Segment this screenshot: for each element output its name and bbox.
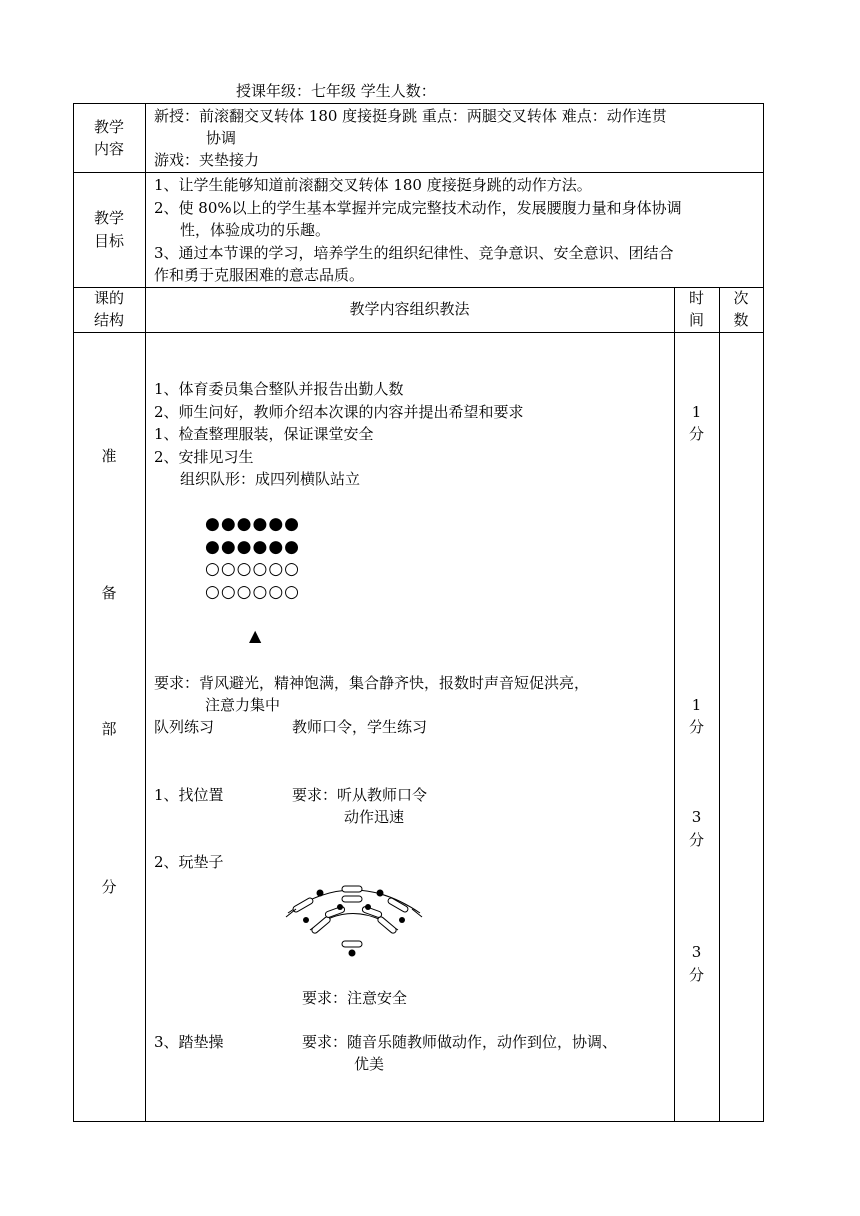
time-4-num: 3 xyxy=(691,943,702,961)
content-line-1: 新授：前滚翻交叉转体 180 度接挺身跳 重点：两腿交叉转体 难点：动作连贯 xyxy=(154,107,667,125)
drill-label: 队列练习 xyxy=(154,718,215,736)
content-line-3: 游戏：夹垫接力 xyxy=(154,151,260,169)
structure-header-2: 结构 xyxy=(93,311,124,329)
prep-item-3: 1、检查整理服装，保证课堂安全 xyxy=(154,425,374,443)
formation-filled-row-1: ●●●●●● xyxy=(205,514,301,534)
section-char-1: 准 xyxy=(101,447,117,465)
time-3-num: 3 xyxy=(691,808,702,826)
content-line-2: 协调 xyxy=(206,129,237,147)
goal-line-2: 2、使 80%以上的学生基本掌握并完成完整技术动作，发展腰腹力量和身体协调 xyxy=(154,199,682,217)
goal-line-4: 3、通过本节课的学习，培养学生的组织纪律性、竞争意识、安全意识、团结合 xyxy=(154,244,674,262)
formation-hollow-row-2: ○○○○○○ xyxy=(205,582,301,602)
prep-item-1: 1、体育委员集合整队并报告出勤人数 xyxy=(154,380,404,398)
formation-filled-row-2: ●●●●●● xyxy=(205,537,301,557)
section-char-3: 部 xyxy=(101,720,117,738)
goal-line-1: 1、让学生能够知道前滚翻交叉转体 180 度接挺身跳的动作方法。 xyxy=(154,176,592,194)
time-1-num: 1 xyxy=(691,403,702,421)
formation-hollow-row-1: ○○○○○○ xyxy=(205,559,301,579)
step-exercise-req-2: 优美 xyxy=(354,1055,385,1073)
mat-play-req: 要求：注意安全 xyxy=(302,989,408,1007)
time-header-2: 间 xyxy=(688,311,704,329)
requirement-line-1: 要求：背风避光，精神饱满，集合静齐快，报数时声音短促洪亮， xyxy=(154,674,590,692)
time-2-num: 1 xyxy=(691,696,702,714)
step-exercise-label: 3、踏垫操 xyxy=(154,1033,224,1051)
time-1-unit: 分 xyxy=(688,425,704,443)
time-2-unit: 分 xyxy=(688,718,704,736)
step-exercise-req-1: 要求：随音乐随教师做动作，动作到位，协调、 xyxy=(302,1033,618,1051)
find-position-label: 1、找位置 xyxy=(154,786,224,804)
requirement-line-2: 注意力集中 xyxy=(205,696,281,714)
time-3-unit: 分 xyxy=(688,831,704,849)
method-header: 教学内容组织教法 xyxy=(349,300,470,318)
time-header-1: 时 xyxy=(688,289,704,307)
content-label-1: 教学 xyxy=(93,118,124,136)
content-label-2: 内容 xyxy=(93,140,124,158)
prep-item-4: 2、安排见习生 xyxy=(154,448,254,466)
mat-play-label: 2、玩垫子 xyxy=(154,853,224,871)
header-info: 授课年级：七年级 学生人数： xyxy=(236,82,436,100)
count-header-2: 数 xyxy=(733,311,749,329)
goals-label-1: 教学 xyxy=(93,209,124,227)
prep-item-2: 2、师生问好，教师介绍本次课的内容并提出希望和要求 xyxy=(154,403,524,421)
formation-text: 组织队形：成四列横队站立 xyxy=(180,470,361,488)
count-header-1: 次 xyxy=(733,289,749,307)
goals-label-2: 目标 xyxy=(93,232,124,250)
goal-line-3: 性，体验成功的乐趣。 xyxy=(180,221,331,239)
teacher-marker: ▲ xyxy=(249,626,262,645)
find-position-req-1: 要求：听从教师口令 xyxy=(292,786,428,804)
goal-line-5: 作和勇于克服困难的意志品质。 xyxy=(154,266,365,284)
structure-header-1: 课的 xyxy=(93,289,124,307)
drill-text: 教师口令，学生练习 xyxy=(292,718,428,736)
find-position-req-2: 动作迅速 xyxy=(344,808,405,826)
time-4-unit: 分 xyxy=(688,966,704,984)
section-char-2: 备 xyxy=(101,584,117,602)
section-char-4: 分 xyxy=(101,878,117,896)
mat-formation-diagram xyxy=(280,875,430,960)
